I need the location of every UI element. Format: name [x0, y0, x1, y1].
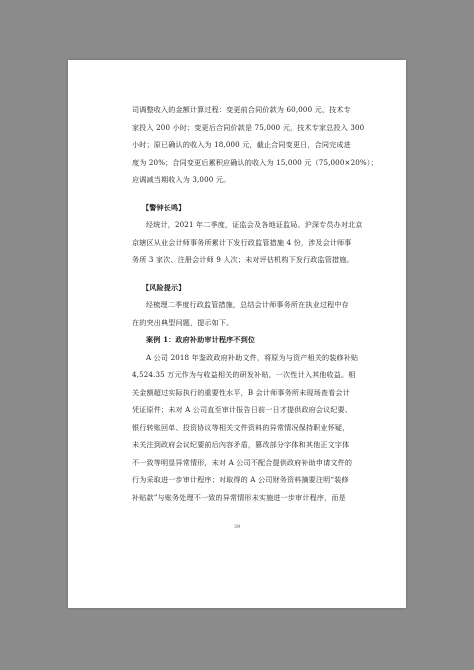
text-line: 银行转账回单、投资协议等相关文件资料的异常情况保持职业怀疑， [132, 422, 350, 432]
text-line: 司调整收入的金额计算过程：变更前合同价款为 60,000 元，技术专 [132, 105, 351, 114]
page-number: 39 [233, 524, 241, 530]
page-content [132, 101, 378, 506]
text-line: 行为采取进一步审计程序；对取得的 A 公司财务资料摘要注明“装修 [132, 475, 349, 484]
text-line: 凭证原件；未对 A 公司直至审计报告日前一日才提供政府会议纪要、 [132, 405, 353, 414]
section-heading-warning: 【警钟长鸣】 [142, 202, 186, 212]
text-line: 经统计，2021 年二季度，证监会及各地证监局、沪深专员办对北京 [146, 220, 363, 229]
text-line: 应调减当期收入为 3,000 元。 [132, 175, 231, 184]
text-line: 经梳理二季度行政监管措施，总结会计师事务所在执业过程中存 [146, 300, 349, 309]
text-line: 京辖区从业会计师事务所累计下发行政监管措施 4 份，涉及会计师事 [132, 237, 352, 247]
section-heading-risk: 【风险提示】 [142, 282, 186, 292]
document-page [68, 60, 406, 608]
text-line: 不一致等明显异常情形，未对 A 公司不配合提供政府补助申请文件的 [132, 457, 353, 467]
text-line: 务所 3 家次、注册会计师 9 人次；未对评估机构下发行政监管措施。 [132, 255, 354, 264]
text-line: 补贴款”与账务处理不一致的异常情形未实施进一步审计程序，而是 [132, 492, 346, 502]
text-line: 未关注到政府会议纪要前后內容矛盾，篡改部分字体和其他正文字体 [132, 440, 350, 449]
text-line: 小时；原已确认的收入为 18,000 元，截止合同变更日，合同完成进 [132, 140, 351, 149]
paragraph-case-details [132, 349, 370, 507]
text-line: A 公司 2018 年鉴政政府补助文件，将原为与资产相关的装修补贴 [146, 352, 359, 362]
paragraph-risk-summary [132, 296, 370, 331]
case-title: 案例 1：政府补助审计程序不到位 [146, 335, 256, 344]
text-line: 度为 20%；合同变更后累积应确认的收入为 15,000 元（75,000×20%）； [132, 157, 378, 167]
paragraph-revenue-calculation [132, 101, 378, 189]
text-line: 关金额超过实际执行的重要性水平，B 会计师事务所未现场查看会计 [132, 387, 350, 397]
text-line: 家投入 200 小时；变更后合同价款是 75,000 元，技术专家总投入 300 [132, 122, 365, 132]
paragraph-statistics [132, 216, 370, 269]
text-line: 4,524.35 万元作为与收益相关的研发补贴，一次性计入其他收益。相 [132, 370, 356, 379]
text-line: 在的突出典型问题，提示如下。 [132, 317, 234, 327]
